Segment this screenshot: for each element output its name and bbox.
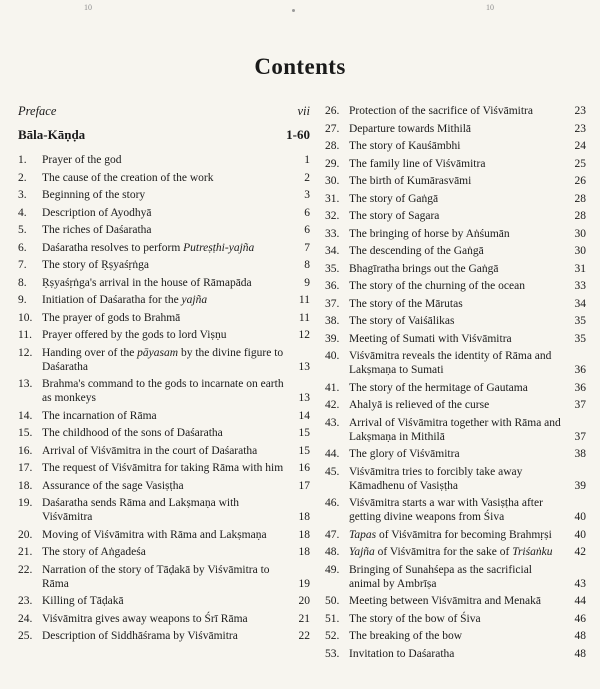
- toc-entry: [18, 258, 310, 272]
- entry-title: The bringing of horse by Aṅśumān: [349, 227, 510, 240]
- entry-number: 37.: [325, 297, 340, 310]
- toc-entry: [18, 409, 310, 423]
- toc-entry: [325, 209, 586, 223]
- toc-entry: [18, 171, 310, 185]
- entry-number: 19.: [18, 497, 33, 509]
- entry-title: The request of Viśvāmitra for taking Rāma with him: [42, 462, 284, 474]
- entry-number: 44.: [325, 448, 340, 460]
- entry-page-number: 14: [298, 409, 310, 422]
- entry-page-number: 48: [574, 647, 586, 660]
- entry-number: 28.: [325, 140, 340, 152]
- entry-page-number: 19: [298, 577, 310, 590]
- entry-number: 17.: [18, 462, 33, 474]
- toc-entry: [325, 398, 586, 412]
- entry-page-number: 20: [298, 595, 310, 607]
- toc-entry: [325, 496, 586, 524]
- entry-number: 40.: [325, 350, 340, 362]
- entry-number: 51.: [325, 612, 340, 625]
- entry-title: Assurance of the sage Vasiṣṭha: [42, 479, 184, 492]
- toc-entry: [18, 206, 310, 220]
- toc-entry: [325, 262, 586, 276]
- entry-page-number: 35: [574, 332, 586, 345]
- entry-page-number: 38: [574, 448, 586, 460]
- entry-title: The family line of Viśvāmitra: [349, 157, 486, 170]
- entry-title: Departure towards Mithilā: [349, 122, 471, 135]
- toc-entry: [18, 461, 310, 475]
- entry-number: 8.: [18, 276, 27, 289]
- entry-page-number: 21: [298, 612, 310, 625]
- entry-page-number: 18: [298, 511, 310, 523]
- entry-number: 27.: [325, 122, 340, 135]
- entry-title: Brahma's command to the gods to incarnate on earth as monkeys: [42, 378, 284, 404]
- entry-page-number: 6: [304, 224, 310, 236]
- toc-entry: [18, 346, 310, 374]
- entry-number: 35.: [325, 262, 340, 275]
- toc-entry: [18, 276, 310, 290]
- entry-number: 34.: [325, 245, 340, 257]
- entry-title: Handing over of the pāyasam by the divine figure to Daśaratha: [42, 346, 284, 373]
- entry-page-number: 18: [298, 546, 310, 558]
- entry-number: 14.: [18, 409, 33, 422]
- entry-title: The story of Kauśāmbhi: [349, 140, 461, 152]
- toc-entry: [325, 192, 586, 206]
- toc-entry: [18, 153, 310, 167]
- toc-entry: [18, 594, 310, 608]
- entry-page-number: 36: [574, 381, 586, 394]
- entry-title: The story of Ṛṣyaśṛṅga: [42, 259, 149, 271]
- entry-page-number: 44: [574, 595, 586, 607]
- entry-number: 3.: [18, 189, 27, 201]
- entry-number: 41.: [325, 381, 340, 394]
- toc-entry: [325, 332, 586, 346]
- toc-entry: [325, 227, 586, 241]
- toc-entry: [325, 647, 586, 661]
- entry-page-number: 46: [574, 612, 586, 625]
- entry-title: The story of Sagara: [349, 210, 440, 222]
- entry-page-number: 43: [574, 577, 586, 590]
- entry-title: Description of Siddhāśrama by Viśvāmitra: [42, 630, 238, 642]
- toc-entry: [18, 426, 310, 440]
- toc-entry: [325, 629, 586, 643]
- page-title: Contents: [254, 54, 346, 79]
- entry-page-number: 35: [574, 315, 586, 327]
- entry-number: 22.: [18, 563, 33, 576]
- toc-entry: [325, 174, 586, 188]
- entry-title: Viśvāmitra starts a war with Vasiṣṭha after getting divine weapons from Śiva: [349, 497, 543, 523]
- toc-entry: [325, 104, 586, 118]
- entry-title: Initiation of Daśaratha for the yajña: [42, 294, 208, 306]
- toc-entry: [325, 244, 586, 258]
- entry-page-number: 37: [574, 399, 586, 411]
- entry-title: Prayer offered by the gods to lord Viṣṇu: [42, 329, 227, 341]
- entry-title: The story of the churning of the ocean: [349, 280, 525, 292]
- entry-number: 5.: [18, 224, 27, 236]
- entry-title: The story of the bow of Śiva: [349, 612, 481, 625]
- entry-number: 23.: [18, 595, 33, 607]
- entry-number: 52.: [325, 630, 340, 642]
- toc-entry: [325, 157, 586, 171]
- entry-number: 38.: [325, 315, 340, 327]
- entry-page-number: 37: [574, 430, 586, 443]
- entry-title: Narration of the story of Tāḍakā by Viśvāmitra to Rāma: [42, 563, 270, 590]
- entry-title: The childhood of the sons of Daśaratha: [42, 427, 223, 439]
- entry-number: 42.: [325, 399, 340, 411]
- entry-title: Bringing of Sunahśepa as the sacrificial animal by Ambrīṣa: [349, 563, 532, 590]
- entry-page-number: 2: [304, 171, 310, 184]
- toc-entry: [18, 545, 310, 559]
- entry-page-number: 33: [574, 280, 586, 292]
- entry-page-number: 18: [298, 528, 310, 541]
- entry-title: The riches of Daśaratha: [42, 224, 152, 236]
- entry-number: 20.: [18, 528, 33, 541]
- entry-number: 39.: [325, 332, 340, 345]
- entry-page-number: 11: [298, 294, 310, 306]
- scan-mark-top-left: 10: [84, 3, 92, 12]
- toc-entry: [325, 465, 586, 493]
- entry-page-number: 28: [574, 192, 586, 205]
- toc-entry: [325, 297, 586, 311]
- entry-number: 26.: [325, 105, 340, 117]
- entry-number: 13.: [18, 378, 33, 390]
- entry-number: 33.: [325, 227, 340, 240]
- toc-entries-right: [325, 104, 586, 661]
- entry-title: Killing of Tāḍakā: [42, 595, 124, 607]
- toc-entry: [18, 241, 310, 255]
- entry-title: The story of Aṅgadeśa: [42, 546, 146, 558]
- entry-title: Viśvāmitra tries to forcibly take away Kāmadhenu of Vasiṣṭha: [349, 465, 523, 492]
- section-title: Bāla-Kāṇḍa: [18, 127, 86, 142]
- entry-page-number: 13: [298, 392, 310, 404]
- section-heading-row: [18, 127, 310, 143]
- toc-entry: [18, 188, 310, 202]
- entry-number: 1.: [18, 154, 27, 166]
- toc-entry: [325, 122, 586, 136]
- toc-entry: [325, 594, 586, 608]
- toc-entry: [18, 311, 310, 325]
- preface-page-number: vii: [297, 104, 310, 118]
- entry-number: 30.: [325, 175, 340, 187]
- entry-page-number: 40: [574, 511, 586, 523]
- entry-page-number: 7: [304, 241, 310, 254]
- entry-title: Beginning of the story: [42, 189, 146, 201]
- entry-page-number: 34: [574, 297, 586, 310]
- toc-entry: [325, 528, 586, 542]
- entry-number: 11.: [18, 329, 32, 341]
- entry-page-number: 23: [574, 105, 586, 117]
- entry-number: 43.: [325, 416, 340, 429]
- entry-title: The cause of the creation of the work: [42, 171, 214, 184]
- toc-entry: [18, 629, 310, 643]
- entry-number: 12.: [18, 346, 33, 359]
- toc-entry: [18, 223, 310, 237]
- entry-number: 50.: [325, 595, 340, 607]
- entry-number: 25.: [18, 630, 33, 642]
- entry-title: Invitation to Daśaratha: [349, 647, 455, 660]
- entry-page-number: 16: [298, 462, 310, 474]
- entry-title: Tapas of Viśvāmitra for becoming Brahmṛṣi: [349, 528, 552, 541]
- entry-title: Ṛṣyaśṛṅga's arrival in the house of Rāmapāda: [42, 276, 252, 289]
- toc-entry: [18, 563, 310, 591]
- entry-number: 7.: [18, 259, 27, 271]
- scan-mark-top-right: 10: [486, 3, 494, 12]
- toc-entry: [325, 381, 586, 395]
- entry-number: 53.: [325, 647, 340, 660]
- toc-entry: [325, 349, 586, 377]
- section-page-range: 1-60: [286, 127, 310, 142]
- toc-entry: [325, 416, 586, 444]
- entry-page-number: 12: [298, 329, 310, 341]
- entry-title: Meeting between Viśvāmitra and Menakā: [349, 595, 541, 607]
- entry-title: Meeting of Sumati with Viśvāmitra: [349, 332, 512, 345]
- entry-number: 15.: [18, 427, 33, 439]
- entry-number: 2.: [18, 171, 27, 184]
- entry-title: Arrival of Viśvāmitra in the court of Daśaratha: [42, 444, 258, 457]
- entry-number: 46.: [325, 497, 340, 509]
- toc-entry: [18, 293, 310, 307]
- entry-page-number: 15: [298, 444, 310, 457]
- toc-entry: [325, 279, 586, 293]
- toc-column-left: [18, 104, 310, 664]
- entry-title: Description of Ayodhyā: [42, 206, 152, 219]
- toc-entry: [325, 563, 586, 591]
- entry-page-number: 25: [574, 157, 586, 170]
- entry-page-number: 24: [574, 140, 586, 152]
- entry-page-number: 17: [298, 479, 310, 492]
- entry-page-number: 28: [574, 210, 586, 222]
- entry-number: 6.: [18, 241, 27, 254]
- toc-entries-left: [18, 153, 310, 643]
- entry-title: Protection of the sacrifice of Viśvāmitra: [349, 105, 533, 117]
- entry-title: The story of Vaiśālikas: [349, 315, 455, 327]
- entry-page-number: 1: [304, 154, 310, 166]
- entry-page-number: 13: [298, 360, 310, 373]
- toc-entry: [325, 545, 586, 559]
- toc-entry: [18, 444, 310, 458]
- scan-speck: [292, 9, 295, 12]
- entry-title: Yajña of Viśvāmitra for the sake of Triśaṅku: [349, 546, 553, 558]
- entry-page-number: 48: [574, 630, 586, 642]
- entry-title: Daśaratha sends Rāma and Lakṣmaṇa with Viśvāmitra: [42, 497, 240, 523]
- entry-number: 21.: [18, 546, 33, 558]
- entry-title: The story of Gaṅgā: [349, 192, 439, 205]
- entry-page-number: 6: [304, 206, 310, 219]
- preface-row: [18, 104, 310, 119]
- entry-number: 18.: [18, 479, 33, 492]
- toc-entry: [325, 314, 586, 328]
- toc-entry: [325, 139, 586, 153]
- entry-page-number: 39: [574, 479, 586, 492]
- toc-column-right: [325, 104, 586, 664]
- entry-number: 49.: [325, 563, 340, 576]
- entry-number: 4.: [18, 206, 27, 219]
- entry-title: The breaking of the bow: [349, 630, 463, 642]
- entry-title: The birth of Kumārasvāmi: [349, 175, 472, 187]
- entry-title: The prayer of gods to Brahmā: [42, 311, 181, 324]
- toc-entry: [325, 447, 586, 461]
- entry-number: 24.: [18, 612, 33, 625]
- entry-title: Prayer of the god: [42, 154, 122, 166]
- entry-page-number: 8: [304, 259, 310, 271]
- entry-number: 47.: [325, 528, 340, 541]
- entry-title: Moving of Viśvāmitra with Rāma and Lakṣmaṇa: [42, 528, 267, 541]
- entry-title: Daśaratha resolves to perform Putreṣṭhi-yajña: [42, 241, 255, 254]
- toc-entry: [18, 528, 310, 542]
- entry-page-number: 15: [298, 427, 310, 439]
- entry-page-number: 42: [574, 546, 586, 558]
- entry-number: 31.: [325, 192, 340, 205]
- toc-entry: [325, 612, 586, 626]
- entry-title: Viśvāmitra reveals the identity of Rāma and Lakṣmaṇa to Sumati: [349, 350, 552, 376]
- entry-number: 9.: [18, 294, 27, 306]
- preface-label: Preface: [18, 104, 57, 118]
- entry-number: 36.: [325, 280, 340, 292]
- toc-entry: [18, 496, 310, 524]
- entry-title: Viśvāmitra gives away weapons to Śrī Rāma: [42, 612, 248, 625]
- entry-page-number: 22: [298, 630, 310, 642]
- entry-title: Ahalyā is relieved of the curse: [349, 399, 490, 411]
- toc-columns: [0, 104, 600, 664]
- entry-page-number: 26: [574, 175, 586, 187]
- entry-title: Bhagīratha brings out the Gaṅgā: [349, 262, 499, 275]
- entry-title: The descending of the Gaṅgā: [349, 245, 484, 257]
- entry-page-number: 23: [574, 122, 586, 135]
- entry-title: Arrival of Viśvāmitra together with Rāma and Lakṣmaṇa in Mithilā: [349, 416, 561, 443]
- entry-number: 29.: [325, 157, 340, 170]
- entry-page-number: 40: [574, 528, 586, 541]
- toc-entry: [18, 377, 310, 405]
- entry-page-number: 36: [574, 364, 586, 376]
- entry-number: 32.: [325, 210, 340, 222]
- entry-number: 48.: [325, 546, 340, 558]
- entry-number: 45.: [325, 465, 340, 478]
- toc-entry: [18, 612, 310, 626]
- entry-title: The incarnation of Rāma: [42, 409, 157, 422]
- entry-title: The story of the hermitage of Gautama: [349, 381, 528, 394]
- entry-number: 10.: [18, 311, 33, 324]
- entry-number: 16.: [18, 444, 33, 457]
- entry-page-number: 11: [298, 311, 310, 324]
- entry-page-number: 30: [574, 227, 586, 240]
- entry-page-number: 3: [304, 189, 310, 201]
- toc-entry: [18, 328, 310, 342]
- entry-page-number: 30: [574, 245, 586, 257]
- toc-entry: [18, 479, 310, 493]
- entry-title: The glory of Viśvāmitra: [349, 448, 460, 460]
- entry-page-number: 9: [304, 276, 310, 289]
- entry-page-number: 31: [574, 262, 586, 275]
- entry-title: The story of the Mārutas: [349, 297, 463, 310]
